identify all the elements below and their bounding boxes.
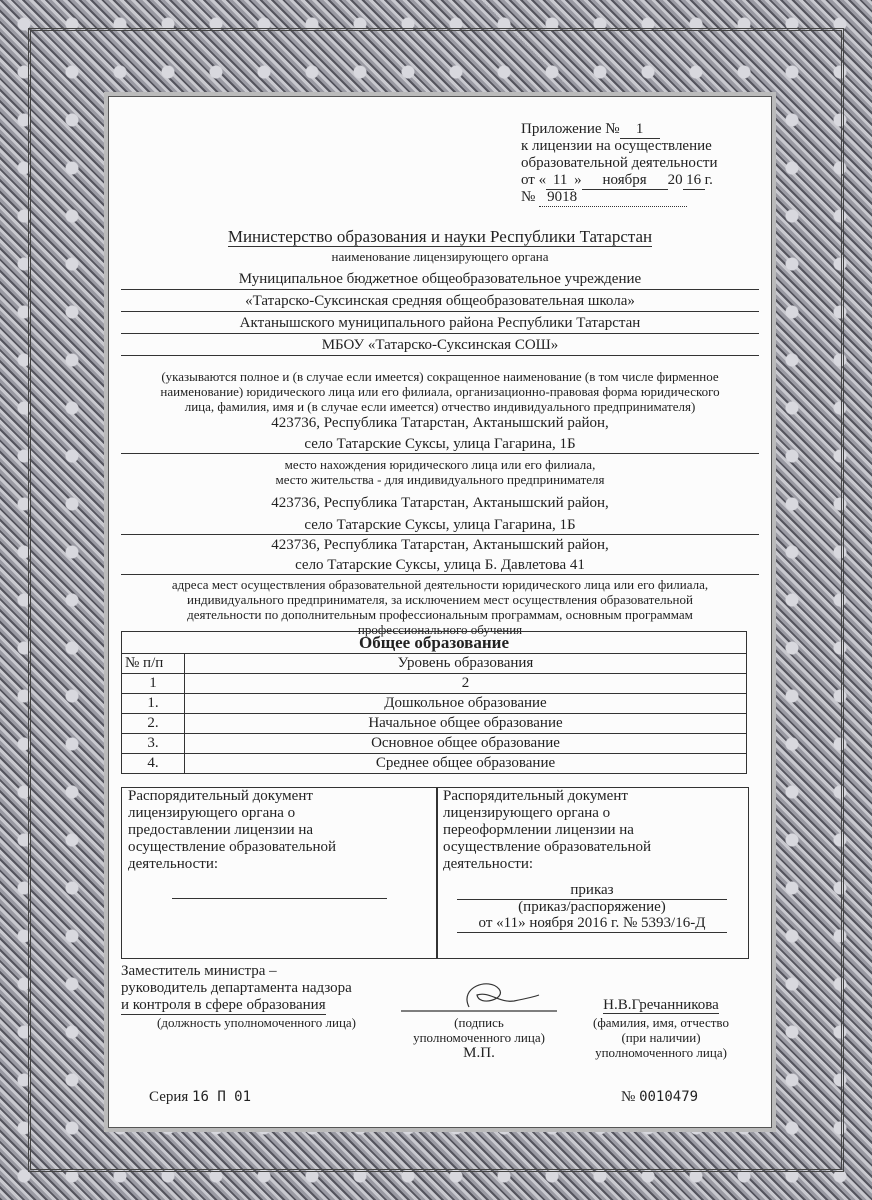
signature-caption: уполномоченного лица) <box>413 1030 545 1045</box>
education-level: Дошкольное образование <box>185 694 747 714</box>
grant-document-box <box>121 787 438 959</box>
form-number-label: № <box>621 1089 636 1105</box>
box-line: осуществление образовательной <box>443 839 651 855</box>
position-caption: (должность уполномоченного лица) <box>157 1015 357 1030</box>
name-caption: (при наличии) <box>621 1030 701 1045</box>
table-row <box>122 734 747 754</box>
site-line: 423736, Республика Татарстан, Актанышский район, <box>271 537 609 553</box>
date-day: 11 <box>546 172 574 190</box>
order-date-number: от «11» ноября 2016 г. № 5393/16-Д <box>457 915 727 933</box>
index-cell: 1 <box>122 674 185 694</box>
location-caption: место жительства - для индивидуального предпринимателя <box>275 472 605 487</box>
column-header: № п/п <box>122 654 185 674</box>
index-cell: 2 <box>185 674 747 694</box>
row-number: 3. <box>122 734 185 754</box>
education-level: Основное общее образование <box>185 734 747 754</box>
site-line: село Татарские Суксы, улица Гагарина, 1Б <box>304 517 576 533</box>
date-year: 16 <box>683 172 705 190</box>
position-line: Заместитель министра – <box>121 963 277 979</box>
table-index-row <box>122 674 747 694</box>
location-line: 423736, Республика Татарстан, Актанышский район, <box>271 415 609 431</box>
box-line: лицензирующего органа о <box>443 805 611 821</box>
license-appendix-page <box>108 96 772 1128</box>
row-number: 2. <box>122 714 185 734</box>
series-label: Серия <box>149 1089 189 1105</box>
appendix-number: 1 <box>620 121 660 139</box>
location-caption: место нахождения юридического лица или его филиала, <box>284 457 596 472</box>
box-line: деятельности: <box>128 856 219 872</box>
signatory-name: Н.В.Гречанникова <box>603 997 719 1013</box>
row-number: 4. <box>122 754 185 774</box>
box-line: осуществление образовательной <box>128 839 336 855</box>
license-number: 9018 <box>539 189 687 207</box>
table-row <box>122 694 747 714</box>
box-line: лицензирующего органа о <box>128 805 296 821</box>
year-suffix: г. <box>704 172 713 188</box>
signature <box>399 977 559 1017</box>
licensee-caption: (указываются полное и (в случае если имеется) сокращенное наименование (в том числе фирменное <box>161 369 719 384</box>
sites-caption: индивидуального предпринимателя, за исключением мест осуществления образовательной <box>187 592 693 607</box>
table-row <box>122 754 747 774</box>
location-line: село Татарские Суксы, улица Гагарина, 1Б <box>304 436 576 452</box>
table-row <box>122 714 747 734</box>
education-level: Среднее общее образование <box>185 754 747 774</box>
appendix-line: образовательной деятельности <box>521 155 718 171</box>
authority-name: Министерство образования и науки Республики Татарстан <box>227 227 653 246</box>
stamp-place: М.П. <box>463 1045 495 1061</box>
box-line: Распорядительный документ <box>443 788 628 804</box>
year-prefix: 20 <box>667 172 683 188</box>
box-line: предоставлении лицензии на <box>128 822 314 838</box>
licensee-line: Муниципальное бюджетное общеобразовательное учреждение <box>238 271 642 287</box>
box-line: деятельности: <box>443 856 534 872</box>
sites-caption: адреса мест осуществления образовательной деятельности юридического лица или его филиала, <box>171 577 709 592</box>
box-line: Распорядительный документ <box>128 788 313 804</box>
table-title: Общее образование <box>122 632 747 654</box>
document-type: приказ <box>457 882 727 900</box>
reissue-document-box <box>436 787 749 959</box>
position-line: и контроля в сфере образования <box>121 997 326 1013</box>
appendix-line: к лицензии на осуществление <box>521 138 712 154</box>
document-type-caption: (приказ/распоряжение) <box>518 899 666 915</box>
licensee-line: «Татарско-Суксинская средняя общеобразовательная школа» <box>245 293 635 309</box>
num-label: № <box>521 189 536 205</box>
name-caption: уполномоченного лица) <box>595 1045 727 1060</box>
position-line: руководитель департамента надзора <box>121 980 352 996</box>
site-line: 423736, Республика Татарстан, Актанышский район, <box>271 495 609 511</box>
education-levels-table <box>121 631 747 774</box>
education-level: Начальное общее образование <box>185 714 747 734</box>
row-number: 1. <box>122 694 185 714</box>
licensee-line: Актанышского муниципального района Республики Татарстан <box>239 315 641 331</box>
authority-caption: наименование лицензирующего органа <box>331 249 549 264</box>
date-month: ноября <box>582 172 668 190</box>
licensee-line: МБОУ «Татарско-Суксинская СОШ» <box>321 337 559 353</box>
signature-caption: (подпись <box>454 1015 504 1030</box>
table-header-row <box>122 654 747 674</box>
box-line: переоформлении лицензии на <box>443 822 634 838</box>
licensee-caption: лица, фамилия, имя и (в случае если имеется) отчество индивидуального предпринимателя) <box>184 399 696 414</box>
date-mid: » <box>574 172 582 188</box>
name-caption: (фамилия, имя, отчество <box>593 1015 729 1030</box>
sites-caption: профессионального обучения <box>357 622 523 637</box>
appendix-label: Приложение № <box>521 121 620 137</box>
column-header: Уровень образования <box>185 654 747 674</box>
licensee-caption: наименование) юридического лица или его филиала, организационно-правовая форма юридического <box>160 384 720 399</box>
date-prefix: от « <box>521 172 547 188</box>
form-number: 0010479 <box>639 1089 699 1105</box>
series-value: 16 П 01 <box>192 1089 252 1105</box>
site-line: село Татарские Суксы, улица Б. Давлетова 41 <box>295 557 585 573</box>
sites-caption: деятельности по дополнительным профессиональным программам, основным программам <box>187 607 693 622</box>
